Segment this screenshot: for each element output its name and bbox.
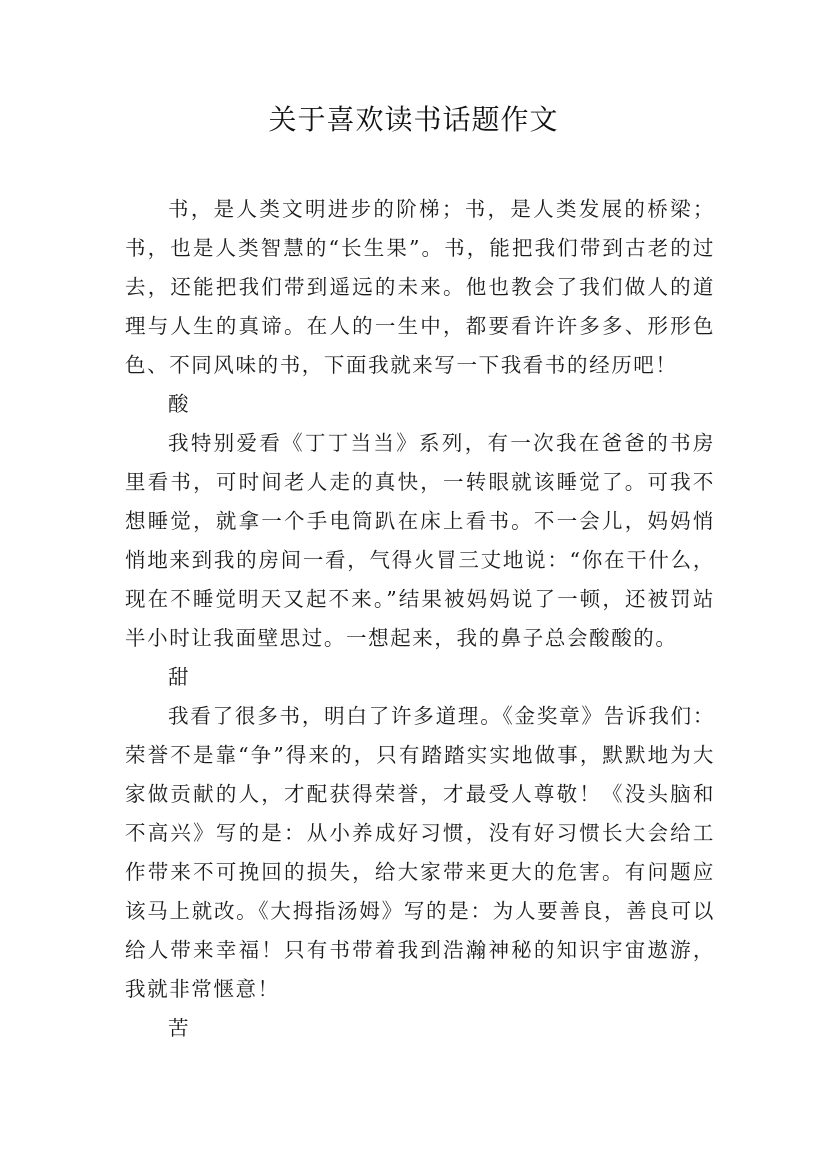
document-body <box>125 190 715 1048</box>
document-title: 关于喜欢读书话题作文 <box>268 103 559 136</box>
intro-paragraph: 书，是人类文明进步的阶梯；书，是人类发展的桥梁；书，也是人类智慧的“长生果”。书，能把我们带到古老的过去，还能把我们带到遥远的未来。他也教会了我们做人的道理与人生的真谛。在人的一生中，都要看许许多多、形形色色、不同风味的书，下面我就来写一下我看书的经历吧！ <box>125 197 715 377</box>
sour-paragraph: 我特别爱看《丁丁当当》系列，有一次我在爸爸的书房里看书，可时间老人走的真快，一转眼就该睡觉了。可我不想睡觉，就拿一个手电筒趴在床上看书。不一会儿，妈妈悄悄地来到我的房间一看，气得火冒三丈地说：“你在干什么，现在不睡觉明天又起不来。”结果被妈妈说了一顿，还被罚站半小时让我面壁思过。一想起来，我的鼻子总会酸酸的。 <box>125 431 715 650</box>
section-heading-sour: 酸 <box>168 392 191 416</box>
section-heading-bitter: 苦 <box>168 1016 191 1040</box>
section-heading-sweet: 甜 <box>168 665 191 689</box>
sweet-paragraph: 我看了很多书，明白了许多道理。《金奖章》告诉我们：荣誉不是靠“争”得来的，只有踏踏实实地做事，默默地为大家做贡献的人，才配获得荣誉，才最受人尊敬！《没头脑和不高兴》写的是：从小养成好习惯，没有好习惯长大会给工作带来不可挽回的损失，给大家带来更大的危害。有问题应该马上就改。《大拇指汤姆》写的是：为人要善良，善良可以给人带来幸福！只有书带着我到浩瀚神秘的知识宇宙遨游，我就非常惬意！ <box>125 704 715 1001</box>
